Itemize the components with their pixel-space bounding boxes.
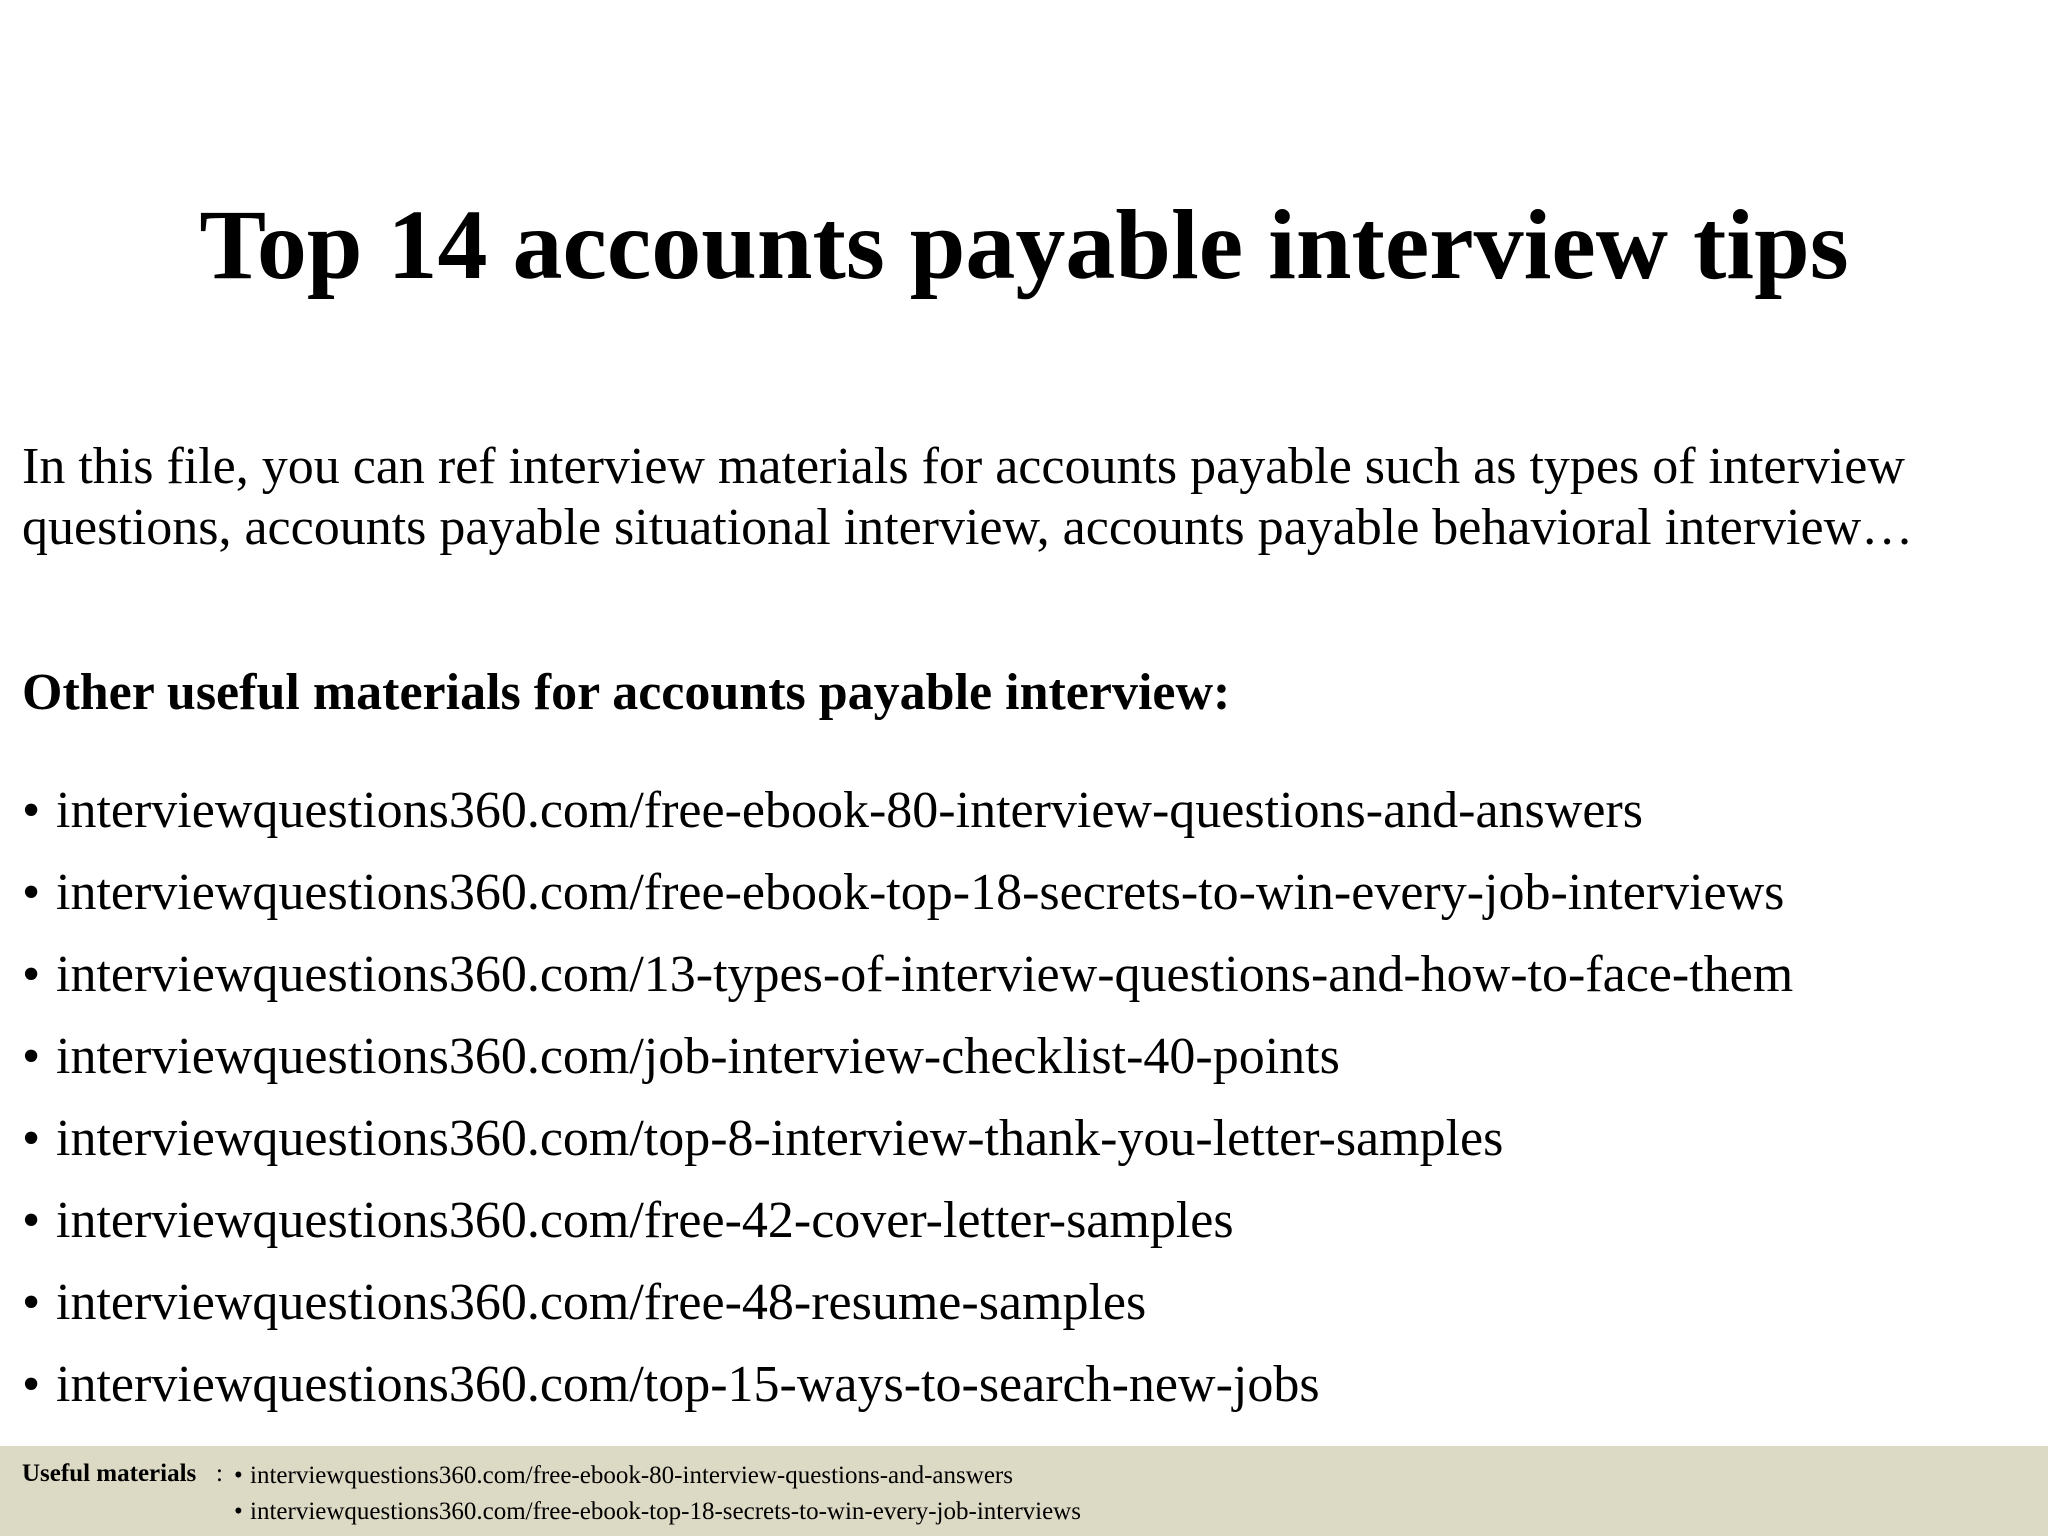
bullet-icon: • [234, 1462, 243, 1489]
bullet-icon: • [22, 946, 41, 1003]
bullet-icon: • [234, 1498, 243, 1525]
bullet-icon: • [22, 1028, 41, 1085]
materials-link-list [22, 770, 1793, 1426]
bullet-icon: • [22, 864, 41, 921]
materials-link-text[interactable]: interviewquestions360.com/top-8-interview-thank-you-letter-samples [56, 1110, 1504, 1167]
materials-link-text[interactable]: interviewquestions360.com/free-48-resume-samples [56, 1274, 1147, 1331]
materials-link-item[interactable] [22, 1344, 1793, 1426]
bullet-icon: • [22, 1192, 41, 1249]
materials-link-item[interactable] [22, 1098, 1793, 1180]
materials-link-text[interactable]: interviewquestions360.com/top-15-ways-to-search-new-jobs [56, 1356, 1320, 1413]
materials-link-item[interactable] [22, 1262, 1793, 1344]
materials-link-text[interactable]: interviewquestions360.com/free-42-cover-letter-samples [56, 1192, 1234, 1249]
materials-link-item[interactable] [22, 852, 1793, 934]
footer-link-list [234, 1458, 1081, 1530]
footer-link-text[interactable]: interviewquestions360.com/free-ebook-80-interview-questions-and-answers [250, 1462, 1013, 1489]
intro-paragraph: In this file, you can ref interview materials for accounts payable such as types of interview questions, accounts payable situational interview, accounts payable behavioral interview… [22, 438, 1914, 556]
materials-link-text[interactable]: interviewquestions360.com/free-ebook-top-18-secrets-to-win-every-job-interviews [56, 864, 1785, 921]
materials-link-item[interactable] [22, 1180, 1793, 1262]
footer-link-item[interactable] [234, 1494, 1081, 1530]
footer-colon: : [216, 1460, 223, 1487]
slide-title: Top 14 accounts payable interview tips [199, 189, 1849, 300]
footer-link-text[interactable]: interviewquestions360.com/free-ebook-top-18-secrets-to-win-every-job-interviews [250, 1498, 1081, 1525]
bullet-icon: • [22, 782, 41, 839]
materials-link-text[interactable]: interviewquestions360.com/job-interview-checklist-40-points [56, 1028, 1340, 1085]
materials-link-text[interactable]: interviewquestions360.com/13-types-of-interview-questions-and-how-to-face-them [56, 946, 1794, 1003]
footer-bar [0, 1446, 2048, 1536]
materials-link-item[interactable] [22, 934, 1793, 1016]
footer-label: Useful materials [22, 1460, 197, 1487]
materials-heading: Other useful materials for accounts payable interview: [22, 664, 1231, 721]
materials-link-item[interactable] [22, 770, 1793, 852]
materials-link-text[interactable]: interviewquestions360.com/free-ebook-80-interview-questions-and-answers [56, 782, 1643, 839]
materials-link-item[interactable] [22, 1016, 1793, 1098]
footer-link-item[interactable] [234, 1458, 1081, 1494]
bullet-icon: • [22, 1110, 41, 1167]
bullet-icon: • [22, 1274, 41, 1331]
bullet-icon: • [22, 1356, 41, 1413]
